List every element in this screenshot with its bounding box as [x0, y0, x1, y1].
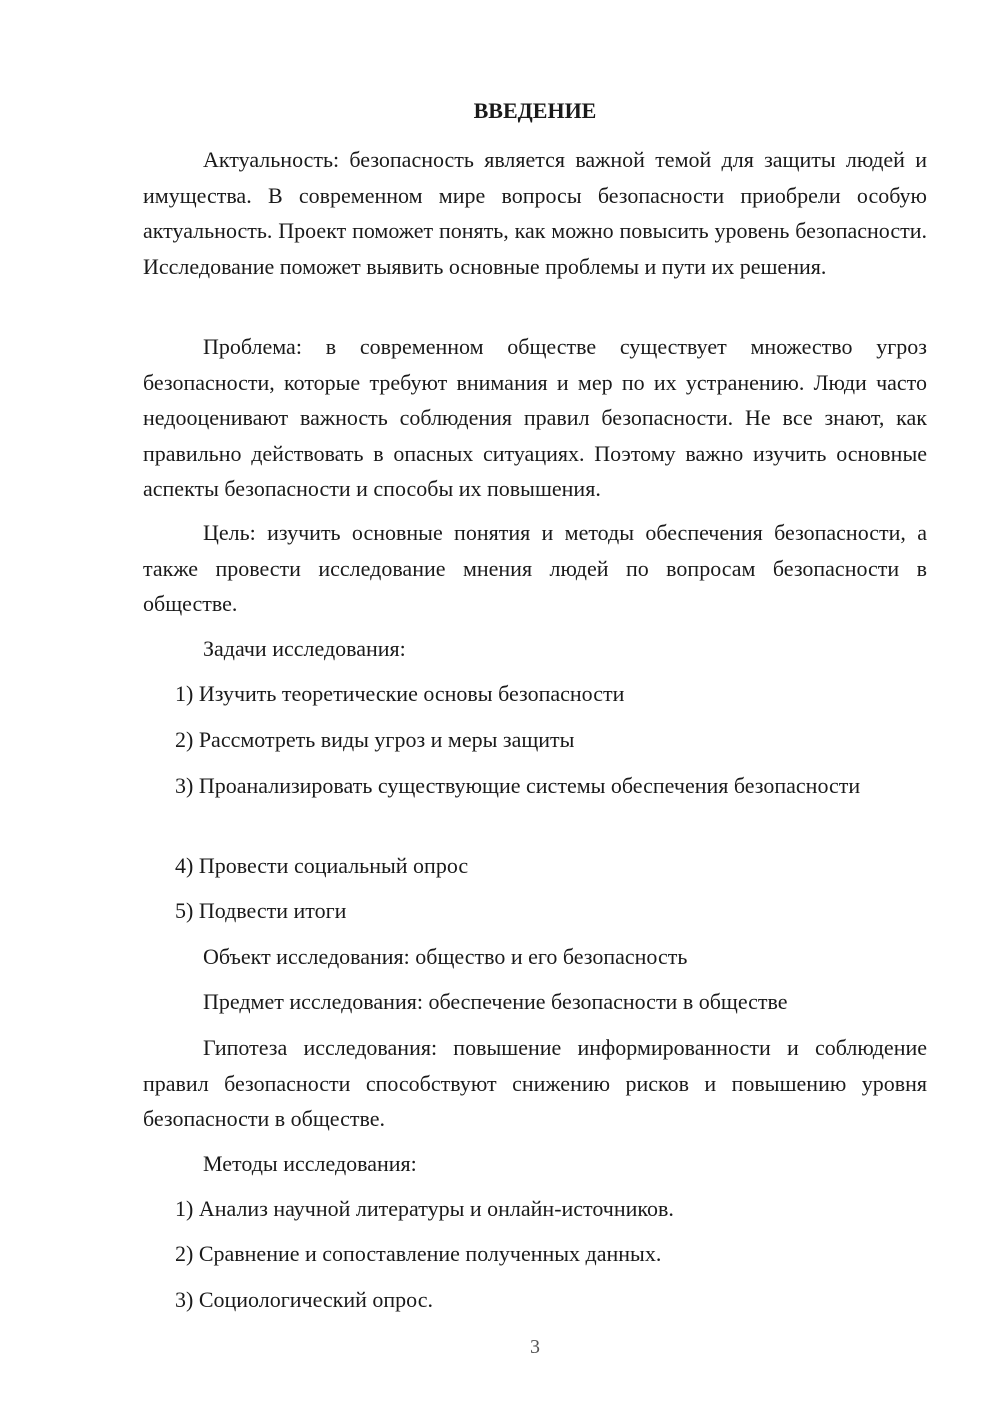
paragraph-problem: Проблема: в современном обществе существует множество угроз безопасности, которые требуют внимания и мер по их устранению. Люди часто недооценивают важность соблюдения правил безопасности. Не все знают, как правильно действовать в опасных ситуациях. Поэтому важно изучить основные аспекты безопасности и способы их повышения. — [143, 334, 927, 501]
task-item-1: 1) Изучить теоретические основы безопасности — [175, 681, 625, 706]
page-number: 3 — [530, 1336, 540, 1358]
tasks-heading: Задачи исследования: — [203, 636, 406, 661]
paragraph-subject: Предмет исследования: обеспечение безопасности в обществе — [203, 989, 788, 1014]
methods-heading: Методы исследования: — [203, 1151, 417, 1176]
section-title: ВВЕДЕНИЕ — [473, 98, 597, 123]
method-item-1: 1) Анализ научной литературы и онлайн-источников. — [175, 1196, 674, 1221]
paragraph-relevance: Актуальность: безопасность является важной темой для защиты людей и имущества. В современном мире вопросы безопасности приобрели особую актуальность. Проект поможет понять, как можно повысить уровень безопасности. Исследование поможет выявить основные проблемы и пути их решения. — [143, 147, 927, 279]
paragraph-hypothesis: Гипотеза исследования: повышение информированности и соблюдение правил безопасности способствуют снижению рисков и повышению уровня безопасности в обществе. — [143, 1035, 927, 1131]
paragraph-goal: Цель: изучить основные понятия и методы обеспечения безопасности, а также провести исследование мнения людей по вопросам безопасности в обществе. — [143, 520, 927, 616]
task-item-2: 2) Рассмотреть виды угроз и меры защиты — [175, 727, 575, 752]
task-item-5: 5) Подвести итоги — [175, 898, 347, 923]
method-item-3: 3) Социологический опрос. — [175, 1287, 433, 1312]
paragraph-object: Объект исследования: общество и его безопасность — [203, 944, 688, 969]
task-item-3: 3) Проанализировать существующие системы обеспечения безопасности — [175, 773, 861, 798]
task-item-4: 4) Провести социальный опрос — [175, 853, 469, 878]
method-item-2: 2) Сравнение и сопоставление полученных данных. — [175, 1241, 662, 1266]
